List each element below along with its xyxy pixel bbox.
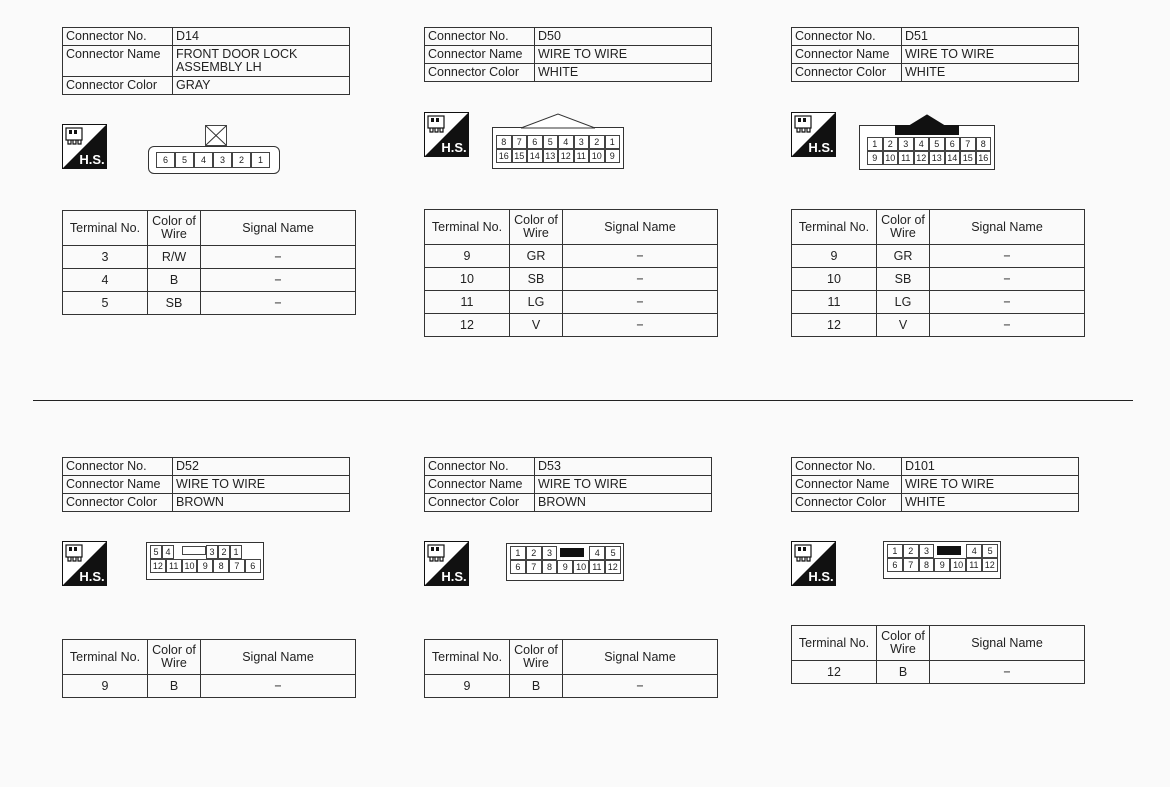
table-row bbox=[792, 314, 1085, 337]
connector-no-value: D53 bbox=[535, 458, 712, 476]
pin-cell: 3 bbox=[206, 545, 218, 559]
pin-cell: 7 bbox=[960, 137, 976, 151]
signal-name-header: Signal Name bbox=[930, 210, 1085, 245]
terminal-no-header: Terminal No. bbox=[63, 211, 148, 246]
connector-no-label: Connector No. bbox=[792, 28, 902, 46]
terminal-no-cell: 9 bbox=[425, 245, 510, 268]
wire-color-cell: V bbox=[877, 314, 930, 337]
connector-color-label: Connector Color bbox=[792, 494, 902, 512]
signal-name-cell: − bbox=[930, 661, 1085, 684]
pin-cell: 16 bbox=[976, 151, 992, 165]
terminal-no-cell: 12 bbox=[425, 314, 510, 337]
pin-cell: 7 bbox=[903, 558, 919, 572]
connector-name-label: Connector Name bbox=[63, 46, 173, 77]
color-of-wire-header: Color of Wire bbox=[148, 211, 201, 246]
connector-info-table bbox=[791, 457, 1079, 512]
connector-color-label: Connector Color bbox=[63, 77, 173, 95]
pin-cell: 10 bbox=[589, 149, 605, 163]
pin-cell: 8 bbox=[213, 559, 229, 573]
pin-cell: 13 bbox=[929, 151, 945, 165]
pin-cell: 4 bbox=[589, 546, 605, 560]
pin-cell: 10 bbox=[573, 560, 589, 574]
terminal-table-header bbox=[425, 210, 718, 245]
terminal-no-cell: 12 bbox=[792, 661, 877, 684]
terminal-no-cell: 11 bbox=[792, 291, 877, 314]
signal-name-cell: − bbox=[563, 268, 718, 291]
connector-color-label: Connector Color bbox=[425, 64, 535, 82]
svg-text:H.S.: H.S. bbox=[79, 152, 105, 167]
pin-cell: 10 bbox=[182, 559, 198, 573]
connector-no-label: Connector No. bbox=[792, 458, 902, 476]
pin-cell: 7 bbox=[526, 560, 542, 574]
table-row bbox=[425, 291, 718, 314]
pin-cell: 1 bbox=[867, 137, 883, 151]
pin-cell: 13 bbox=[543, 149, 559, 163]
pin-cell: 5 bbox=[543, 135, 559, 149]
terminal-no-header: Terminal No. bbox=[792, 626, 877, 661]
terminal-no-cell: 5 bbox=[63, 292, 148, 315]
terminal-no-cell: 9 bbox=[425, 675, 510, 698]
color-of-wire-header: Color of Wire bbox=[510, 640, 563, 675]
connector-name-label: Connector Name bbox=[792, 476, 902, 494]
terminal-no-cell: 9 bbox=[63, 675, 148, 698]
pin-cell: 4 bbox=[558, 135, 574, 149]
connector-info-table bbox=[791, 27, 1079, 82]
terminal-no-header: Terminal No. bbox=[425, 640, 510, 675]
wire-color-cell: SB bbox=[510, 268, 563, 291]
svg-text:H.S.: H.S. bbox=[441, 140, 467, 155]
connector-info-table bbox=[62, 27, 350, 95]
terminal-table-header bbox=[63, 640, 356, 675]
connector-no-label: Connector No. bbox=[425, 458, 535, 476]
wire-color-cell: R/W bbox=[148, 246, 201, 269]
signal-name-cell: − bbox=[563, 675, 718, 698]
signal-name-cell: − bbox=[563, 291, 718, 314]
signal-name-cell: − bbox=[201, 675, 356, 698]
connector-panel-d50 bbox=[424, 27, 724, 357]
pin-cell: 9 bbox=[197, 559, 213, 573]
wire-color-cell: GR bbox=[877, 245, 930, 268]
connector-no-value: D51 bbox=[902, 28, 1079, 46]
connector-no-value: D101 bbox=[902, 458, 1079, 476]
terminal-no-cell: 4 bbox=[63, 269, 148, 292]
terminal-no-header: Terminal No. bbox=[792, 210, 877, 245]
terminal-table-header bbox=[425, 640, 718, 675]
connector-name-label: Connector Name bbox=[425, 46, 535, 64]
harness-side-icon bbox=[791, 112, 836, 157]
connector-no-label: Connector No. bbox=[63, 458, 173, 476]
pin-cell: 11 bbox=[966, 558, 982, 572]
connector-color-label: Connector Color bbox=[792, 64, 902, 82]
pin-cell: 15 bbox=[512, 149, 528, 163]
pin-cell: 3 bbox=[919, 544, 935, 558]
pin-cell: 11 bbox=[166, 559, 182, 573]
connector-color-value: GRAY bbox=[173, 77, 350, 95]
connector-face-diagram bbox=[506, 543, 626, 583]
color-of-wire-header: Color of Wire bbox=[877, 626, 930, 661]
pin-cell: 6 bbox=[245, 559, 261, 573]
pin-cell: 12 bbox=[982, 558, 998, 572]
harness-side-icon bbox=[62, 541, 107, 586]
terminal-no-cell: 12 bbox=[792, 314, 877, 337]
signal-name-cell: − bbox=[930, 314, 1085, 337]
pin-cell: 2 bbox=[526, 546, 542, 560]
table-row bbox=[425, 675, 718, 698]
wire-color-cell: B bbox=[877, 661, 930, 684]
terminal-table-header bbox=[792, 626, 1085, 661]
pin-cell: 5 bbox=[982, 544, 998, 558]
connector-color-label: Connector Color bbox=[63, 494, 173, 512]
signal-name-header: Signal Name bbox=[563, 210, 718, 245]
pin-cell: 9 bbox=[934, 558, 950, 572]
connector-no-value: D50 bbox=[535, 28, 712, 46]
pin-cell: 8 bbox=[496, 135, 512, 149]
signal-name-header: Signal Name bbox=[930, 626, 1085, 661]
pin-cell: 9 bbox=[557, 560, 573, 574]
pin-cell: 6 bbox=[156, 152, 175, 168]
pin-cell: 7 bbox=[512, 135, 528, 149]
connector-no-value: D14 bbox=[173, 28, 350, 46]
pin-cell: 4 bbox=[966, 544, 982, 558]
pin-cell: 8 bbox=[919, 558, 935, 572]
wire-color-cell: GR bbox=[510, 245, 563, 268]
table-row bbox=[425, 314, 718, 337]
connector-info-table bbox=[424, 457, 712, 512]
table-row bbox=[792, 291, 1085, 314]
connector-info-table bbox=[62, 457, 350, 512]
pin-cell: 1 bbox=[251, 152, 270, 168]
pin-cell: 5 bbox=[150, 545, 162, 559]
color-of-wire-header: Color of Wire bbox=[877, 210, 930, 245]
harness-side-icon bbox=[424, 112, 469, 157]
connector-color-value: WHITE bbox=[902, 494, 1079, 512]
pin-cell: 9 bbox=[867, 151, 883, 165]
pin-cell: 2 bbox=[903, 544, 919, 558]
terminal-no-header: Terminal No. bbox=[425, 210, 510, 245]
harness-side-icon bbox=[62, 124, 107, 169]
pin-cell: 15 bbox=[960, 151, 976, 165]
terminal-table bbox=[62, 210, 356, 315]
connector-color-value: BROWN bbox=[173, 494, 350, 512]
svg-text:H.S.: H.S. bbox=[808, 569, 834, 584]
connector-name-value: WIRE TO WIRE bbox=[902, 46, 1079, 64]
connector-no-value: D52 bbox=[173, 458, 350, 476]
connector-no-label: Connector No. bbox=[425, 28, 535, 46]
harness-side-icon bbox=[791, 541, 836, 586]
signal-name-header: Signal Name bbox=[563, 640, 718, 675]
terminal-no-cell: 11 bbox=[425, 291, 510, 314]
pin-cell: 2 bbox=[883, 137, 899, 151]
pin-cell: 1 bbox=[605, 135, 621, 149]
wire-color-cell: B bbox=[148, 675, 201, 698]
connector-face-diagram bbox=[859, 113, 997, 171]
wire-color-cell: B bbox=[148, 269, 201, 292]
pin-cell: 6 bbox=[945, 137, 961, 151]
pin-cell: 11 bbox=[898, 151, 914, 165]
signal-name-header: Signal Name bbox=[201, 640, 356, 675]
pin-cell: 6 bbox=[527, 135, 543, 149]
section-divider bbox=[33, 400, 1133, 401]
connector-name-value: WIRE TO WIRE bbox=[173, 476, 350, 494]
connector-name-label: Connector Name bbox=[63, 476, 173, 494]
connector-name-label: Connector Name bbox=[792, 46, 902, 64]
connector-no-label: Connector No. bbox=[63, 28, 173, 46]
pin-cell: 16 bbox=[496, 149, 512, 163]
pin-cell: 8 bbox=[976, 137, 992, 151]
pin-cell: 3 bbox=[213, 152, 232, 168]
pin-cell: 6 bbox=[887, 558, 903, 572]
terminal-table bbox=[62, 639, 356, 698]
connector-name-value: WIRE TO WIRE bbox=[902, 476, 1079, 494]
harness-side-icon bbox=[424, 541, 469, 586]
color-of-wire-header: Color of Wire bbox=[148, 640, 201, 675]
pin-cell: 14 bbox=[945, 151, 961, 165]
terminal-table bbox=[791, 209, 1085, 337]
connector-info-table bbox=[424, 27, 712, 82]
pin-cell: 2 bbox=[232, 152, 251, 168]
pin-cell: 12 bbox=[558, 149, 574, 163]
table-row bbox=[425, 245, 718, 268]
connector-color-value: WHITE bbox=[902, 64, 1079, 82]
table-row bbox=[63, 292, 356, 315]
connector-color-value: WHITE bbox=[535, 64, 712, 82]
terminal-table bbox=[424, 209, 718, 337]
pin-cell: 2 bbox=[589, 135, 605, 149]
terminal-table-header bbox=[792, 210, 1085, 245]
pin-cell: 12 bbox=[605, 560, 621, 574]
terminal-no-cell: 3 bbox=[63, 246, 148, 269]
pin-cell: 6 bbox=[510, 560, 526, 574]
pin-cell: 1 bbox=[887, 544, 903, 558]
terminal-no-cell: 10 bbox=[792, 268, 877, 291]
signal-name-cell: − bbox=[930, 268, 1085, 291]
terminal-no-header: Terminal No. bbox=[63, 640, 148, 675]
connector-face-diagram bbox=[883, 541, 1003, 581]
pin-cell: 10 bbox=[883, 151, 899, 165]
svg-text:H.S.: H.S. bbox=[79, 569, 105, 584]
signal-name-header: Signal Name bbox=[201, 211, 356, 246]
terminal-table bbox=[791, 625, 1085, 684]
terminal-table-header bbox=[63, 211, 356, 246]
signal-name-cell: − bbox=[930, 291, 1085, 314]
wire-color-cell: V bbox=[510, 314, 563, 337]
table-row bbox=[792, 268, 1085, 291]
terminal-no-cell: 9 bbox=[792, 245, 877, 268]
pin-cell: 11 bbox=[589, 560, 605, 574]
signal-name-cell: − bbox=[563, 314, 718, 337]
wire-color-cell: SB bbox=[877, 268, 930, 291]
wire-color-cell: LG bbox=[510, 291, 563, 314]
signal-name-cell: − bbox=[201, 292, 356, 315]
wire-color-cell: SB bbox=[148, 292, 201, 315]
table-row bbox=[63, 675, 356, 698]
pin-cell: 1 bbox=[230, 545, 242, 559]
connector-face-diagram bbox=[492, 113, 624, 169]
svg-text:H.S.: H.S. bbox=[808, 140, 834, 155]
connector-name-value: FRONT DOOR LOCK ASSEMBLY LH bbox=[173, 46, 350, 77]
connector-face-diagram bbox=[146, 542, 266, 582]
pin-cell: 12 bbox=[914, 151, 930, 165]
pin-cell: 3 bbox=[542, 546, 558, 560]
pin-cell: 4 bbox=[194, 152, 213, 168]
pin-cell: 5 bbox=[605, 546, 621, 560]
table-row bbox=[792, 245, 1085, 268]
pin-cell: 4 bbox=[162, 545, 174, 559]
pin-cell: 2 bbox=[218, 545, 230, 559]
connector-name-value: WIRE TO WIRE bbox=[535, 476, 712, 494]
connector-color-label: Connector Color bbox=[425, 494, 535, 512]
terminal-no-cell: 10 bbox=[425, 268, 510, 291]
pin-cell: 8 bbox=[542, 560, 558, 574]
table-row bbox=[425, 268, 718, 291]
pin-cell: 5 bbox=[929, 137, 945, 151]
connector-panel-d14 bbox=[62, 27, 362, 357]
pin-cell: 10 bbox=[950, 558, 966, 572]
pin-cell: 3 bbox=[574, 135, 590, 149]
pin-cell: 11 bbox=[574, 149, 590, 163]
table-row bbox=[63, 246, 356, 269]
signal-name-cell: − bbox=[201, 246, 356, 269]
wire-color-cell: B bbox=[510, 675, 563, 698]
pin-cell: 4 bbox=[914, 137, 930, 151]
connector-name-label: Connector Name bbox=[425, 476, 535, 494]
pin-cell: 1 bbox=[510, 546, 526, 560]
table-row bbox=[63, 269, 356, 292]
pin-cell: 12 bbox=[150, 559, 166, 573]
wire-color-cell: LG bbox=[877, 291, 930, 314]
signal-name-cell: − bbox=[930, 245, 1085, 268]
pin-cell: 9 bbox=[605, 149, 621, 163]
pin-cell: 14 bbox=[527, 149, 543, 163]
signal-name-cell: − bbox=[563, 245, 718, 268]
pin-cell: 3 bbox=[898, 137, 914, 151]
pin-cell: 5 bbox=[175, 152, 194, 168]
signal-name-cell: − bbox=[201, 269, 356, 292]
connector-name-value: WIRE TO WIRE bbox=[535, 46, 712, 64]
color-of-wire-header: Color of Wire bbox=[510, 210, 563, 245]
table-row bbox=[792, 661, 1085, 684]
svg-text:H.S.: H.S. bbox=[441, 569, 467, 584]
connector-face-diagram bbox=[148, 124, 280, 176]
connector-panel-d51 bbox=[791, 27, 1091, 357]
terminal-table bbox=[424, 639, 718, 698]
connector-color-value: BROWN bbox=[535, 494, 712, 512]
pin-cell: 7 bbox=[229, 559, 245, 573]
